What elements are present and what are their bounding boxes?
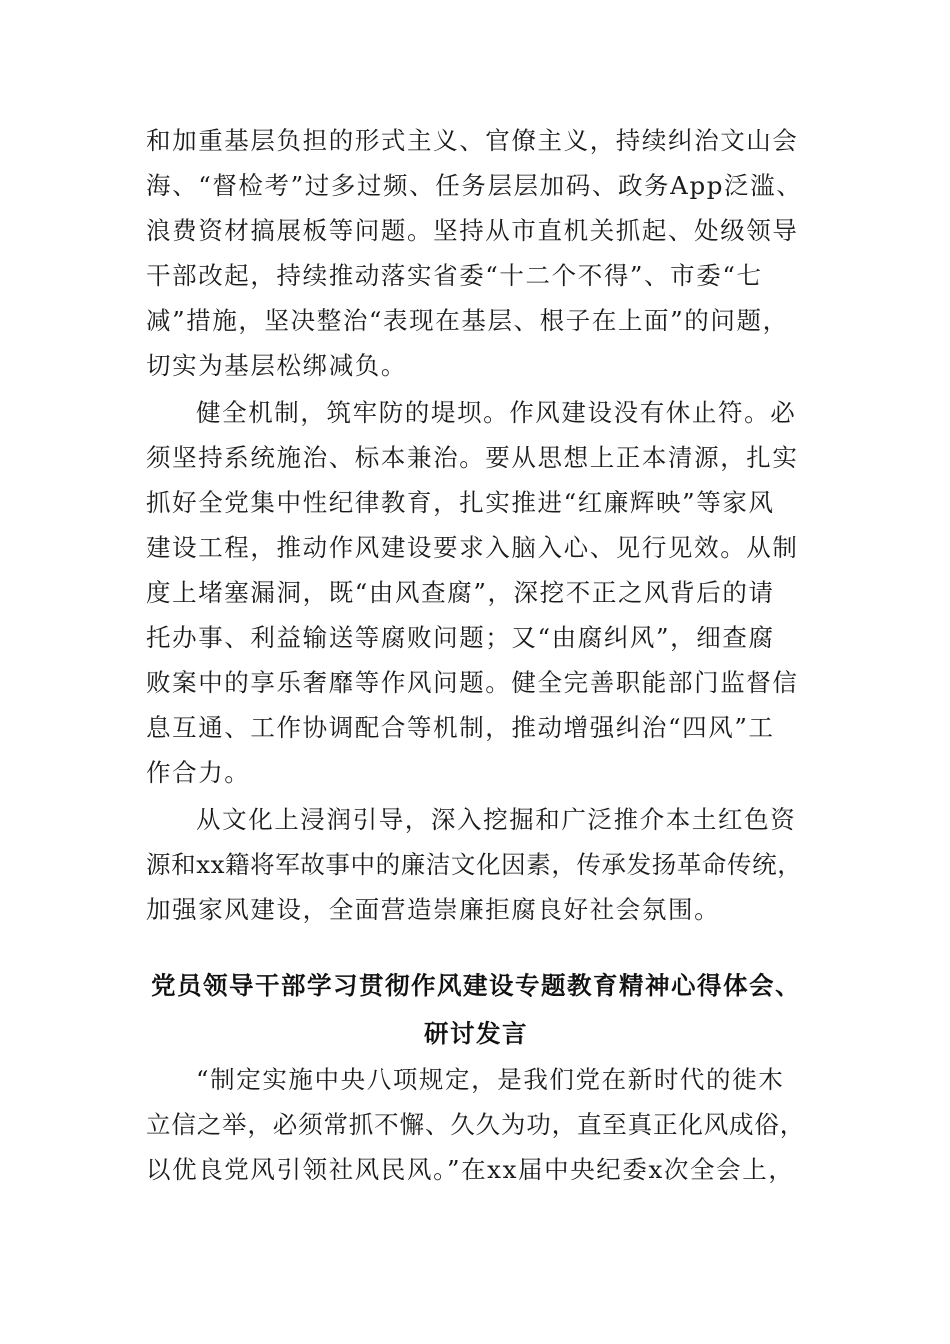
paragraph-line: 和加重基层负担的形式主义、官僚主义，持续纠治文山会 bbox=[146, 126, 799, 155]
paragraph-line: 切实为基层松绑减负。 bbox=[146, 351, 407, 380]
paragraph-line: 败案中的享乐奢靡等作风问题。健全完善职能部门监督信 bbox=[146, 668, 799, 697]
paragraph-line: 干部改起，持续推动落实省委“十二个不得”、市委“七 bbox=[146, 261, 763, 290]
paragraph-line: 度上堵塞漏洞，既“由风查腐”，深挖不正之风背后的请 bbox=[146, 578, 775, 607]
heading-line: 研讨发言 bbox=[424, 1019, 528, 1048]
paragraph-line: “制定实施中央八项规定，是我们党在新时代的徙木 bbox=[196, 1065, 785, 1094]
heading-line: 党员领导干部学习贯彻作风建设专题教育精神心得体会、 bbox=[151, 971, 801, 1000]
paragraph-line: 抓好全党集中性纪律教育，扎实推进“红廉辉映”等家风 bbox=[146, 488, 775, 517]
paragraph-line: 托办事、利益输送等腐败问题；又“由腐纠风”，细查腐 bbox=[146, 623, 775, 652]
paragraph-line: 建设工程，推动作风建设要求入脑入心、见行见效。从制 bbox=[146, 533, 799, 562]
paragraph-line: 减”措施，坚决整治“表现在基层、根子在上面”的问题， bbox=[146, 306, 789, 335]
paragraph-line: 息互通、工作协调配合等机制，推动增强纠治“四风”工 bbox=[146, 713, 775, 742]
paragraph-line: 立信之举，必须常抓不懈、久久为功，直至真正化风成俗， bbox=[146, 1110, 806, 1139]
paragraph-line: 须坚持系统施治、标本兼治。要从思想上正本清源，扎实 bbox=[146, 443, 799, 472]
paragraph-line: 源和xx籍将军故事中的廉洁文化因素，传承发扬革命传统， bbox=[146, 850, 803, 879]
paragraph-line: 海、“督检考”过多过频、任务层层加码、政务App泛滥、 bbox=[146, 171, 803, 200]
paragraph-line: 浪费资材搞展板等问题。坚持从市直机关抓起、处级领导 bbox=[146, 216, 799, 245]
paragraph-line: 作合力。 bbox=[146, 758, 251, 787]
paragraph-line: 健全机制，筑牢防的堤坝。作风建设没有休止符。必 bbox=[196, 398, 797, 427]
paragraph-line: 以优良党风引领社风民风。”在xx届中央纪委x次全会上， bbox=[146, 1155, 795, 1184]
paragraph-line: 从文化上浸润引导，深入挖掘和广泛推介本土红色资 bbox=[196, 805, 797, 834]
paragraph-line: 加强家风建设，全面营造崇廉拒腐良好社会氛围。 bbox=[146, 895, 721, 924]
